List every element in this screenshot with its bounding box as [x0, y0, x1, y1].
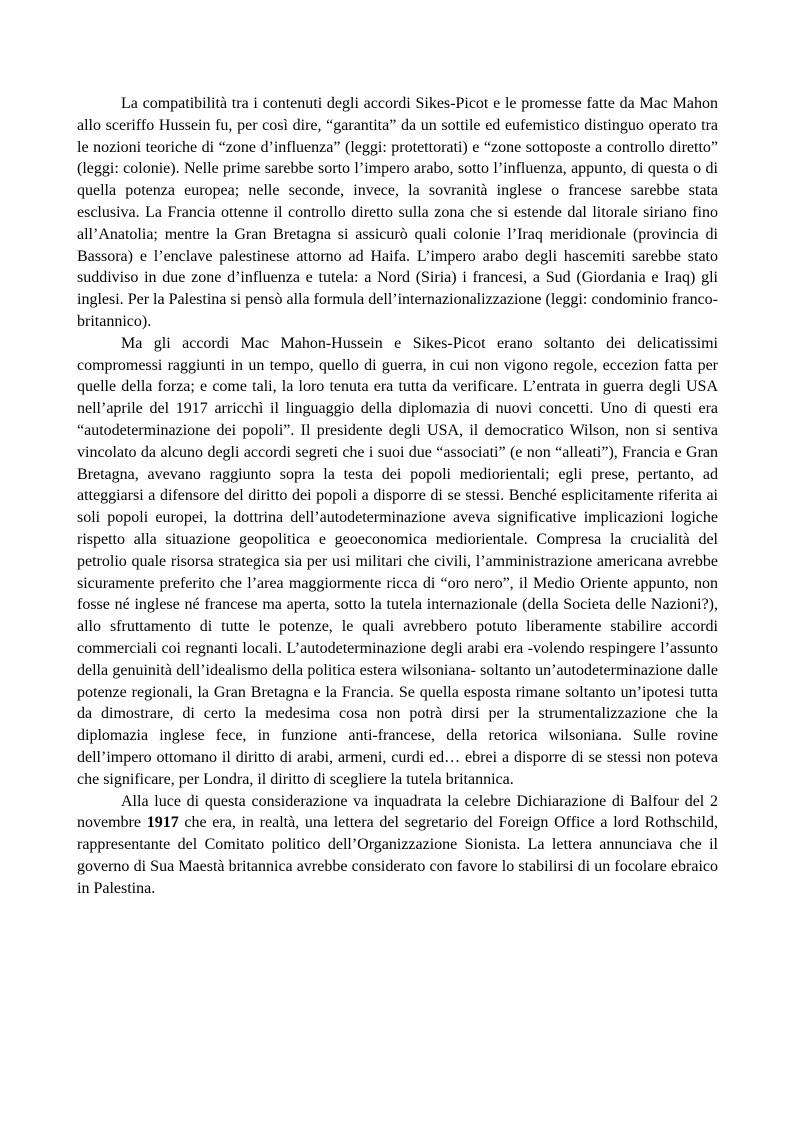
- paragraph-1-text: La compatibilità tra i contenuti degli accordi Sikes-Picot e le promesse fatte da Mac Mahon allo sceriffo Hussein fu, per così dire, “garantita” da un sottile ed eufemistico distinguo operato tra le nozioni teoriche di “zone d’influenza” (leggi: protettorati) e “zone sottoposte a controllo diretto” (leggi: colonie). Nelle prime sarebbe sorto l’impero arabo, sotto l’influenza, appunto, di questa o di quella potenza europea; nelle seconde, invece, la sovranità inglese o francese sarebbe stata esclusiva. La Francia ottenne il controllo diretto sulla zona che si estende dal litorale siriano fino all’Anatolia; mentre la Gran Bretagna si assicurò quali colonie l’Iraq meridionale (provincia di Bassora) e l’enclave palestinese attorno ad Haifa. L’impero arabo degli hascemiti sarebbe stato suddiviso in due zone d’influenza e tutela: a Nord (Siria) i francesi, a Sud (Giordania e Iraq) gli inglesi. Per la Palestina si pensò alla formula dell’internazionalizzazione (leggi: condominio franco-britannico).: [77, 95, 718, 330]
- paragraph-3-year-bold: 1917: [146, 814, 179, 832]
- paragraph-2-text: Ma gli accordi Mac Mahon-Hussein e Sikes-Picot erano soltanto dei delicatissimi compromessi raggiunti in un tempo, quello di guerra, in cui non vigono regole, eccezion fatta per quelle della forza; e come tali, la loro tenuta era tutta da verificare. L’entrata in guerra degli USA nell’aprile del 1917 arricchì il linguaggio della diplomazia di nuovi concetti. Uno di questi era “autodeterminazione dei popoli”. Il presidente degli USA, il democratico Wilson, non si sentiva vincolato da alcuno degli accordi segreti che i suoi due “associati” (e non “alleati”), Francia e Gran Bretagna, avevano raggiunto sopra la testa dei popoli mediorientali; egli prese, pertanto, ad atteggiarsi a difensore del diritto dei popoli a disporre di se stessi. Benché esplicitamente riferita ai soli popoli europei, la dottrina dell’autodeterminazione aveva significative implicazioni logiche rispetto alla situazione geopolitica e geoeconomica mediorientale. Compresa la crucialità del petrolio quale risorsa strategica sia per usi militari che civili, l’amministrazione americana avrebbe sicuramente preferito che l’area maggiormente ricca di “oro nero”, il Medio Oriente appunto, non fosse né inglese né francese ma aperta, sotto la tutela internazionale (della Societa delle Nazioni?), allo sfruttamento di tutte le potenze, le quali avrebbero potuto liberamente stabilire accordi commerciali coi regnanti locali. L’autodeterminazione degli arabi era -volendo respingere l’assunto della genuinità dell’idealismo della politica estera wilsoniana- soltanto un’autodeterminazione dalle potenze regionali, la Gran Bretagna e la Francia. Se quella esposta rimane soltanto un’ipotesi tutta da dimostrare, di certo la medesima cosa non potrà dirsi per la strumentalizzazione che la diplomazia inglese fece, in funzione anti-francese, della retorica wilsoniana. Sulle rovine dell’impero ottomano il diritto di arabi, armeni, curdi ed… ebrei a disporre di se stessi non poteva che significare, per Londra, il diritto di scegliere la tutela britannica.: [77, 334, 718, 788]
- paragraph-3-text-start: Alla luce di questa considerazione va inquadrata la celebre Dichiarazione di Balfour del 2 novembre: [77, 792, 718, 832]
- paragraph-2: [77, 333, 718, 791]
- paragraph-3-text-end: che era, in realtà, una lettera del segretario del Foreign Office a lord Rothschild, rappresentante del Comitato politico dell’Organizzazione Sionista. La lettera annunciava che il governo di Sua Maestà britannica avrebbe considerato con favore lo stabilirsi di un focolare ebraico in Palestina.: [77, 814, 719, 897]
- document-page: [77, 93, 718, 899]
- paragraph-1: [77, 93, 718, 333]
- paragraph-3: [77, 791, 718, 900]
